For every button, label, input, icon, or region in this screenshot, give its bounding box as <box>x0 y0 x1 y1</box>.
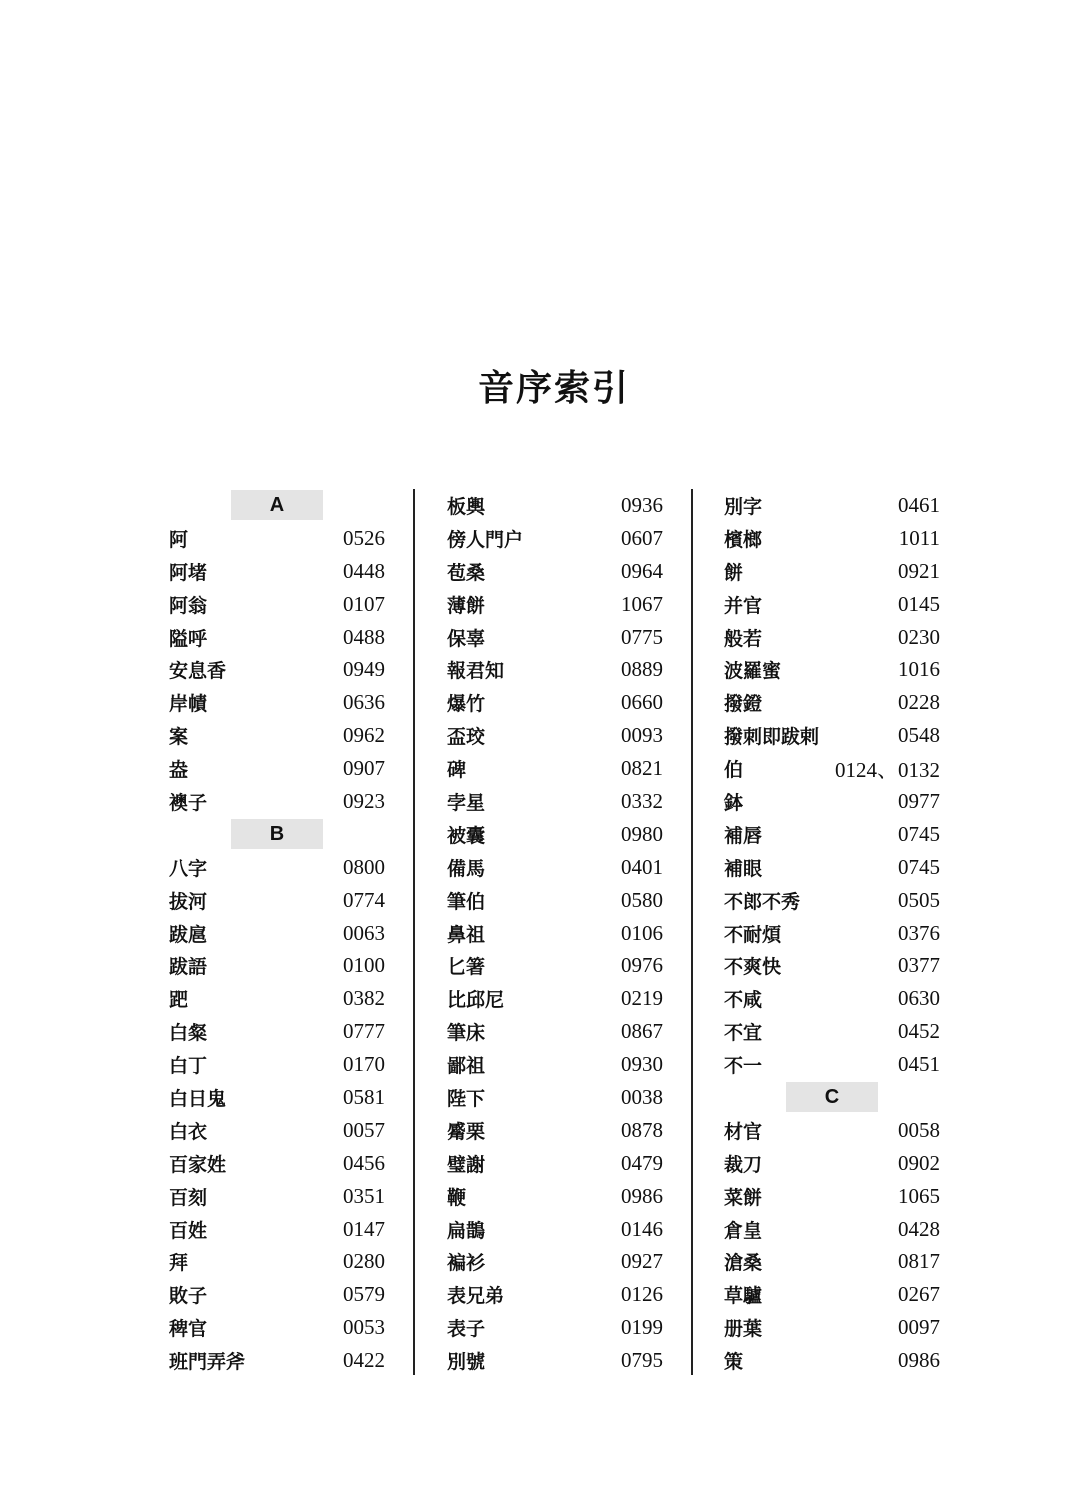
entry-number: 0332 <box>621 788 663 813</box>
index-entry <box>724 949 940 982</box>
index-entry <box>447 752 663 785</box>
index-entry <box>169 1180 385 1213</box>
index-entry <box>447 785 663 818</box>
index-entry <box>169 621 385 654</box>
index-entry <box>447 818 663 851</box>
index-column-2 <box>447 489 663 1377</box>
entry-number: 0986 <box>898 1348 940 1373</box>
section-letter: A <box>231 490 323 520</box>
index-entry <box>169 588 385 621</box>
entry-number: 0927 <box>621 1249 663 1274</box>
entry-number: 0907 <box>343 756 385 781</box>
index-entry <box>724 818 940 851</box>
entry-term: 敗子 <box>169 1285 208 1308</box>
entry-number: 0795 <box>621 1348 663 1373</box>
entry-number: 0170 <box>343 1052 385 1077</box>
index-entry <box>724 653 940 686</box>
entry-number: 0930 <box>621 1052 663 1077</box>
entry-number: 0775 <box>621 624 663 649</box>
index-entry <box>447 949 663 982</box>
entry-number: 0058 <box>898 1117 940 1142</box>
index-entry <box>169 884 385 917</box>
entry-number: 0267 <box>898 1282 940 1307</box>
index-entry <box>724 1278 940 1311</box>
entry-term: 班門弄斧 <box>169 1351 246 1374</box>
entry-term: 拜 <box>169 1252 189 1275</box>
entry-term: 表兄弟 <box>447 1285 505 1308</box>
entry-term: 鼻祖 <box>447 923 486 946</box>
entry-term: 孛星 <box>447 791 486 814</box>
entry-term: 百家姓 <box>169 1153 227 1176</box>
entry-term: 白粲 <box>169 1022 208 1045</box>
entry-number: 0126 <box>621 1282 663 1307</box>
index-entry <box>724 1114 940 1147</box>
index-entry <box>447 1048 663 1081</box>
entry-number: 0488 <box>343 624 385 649</box>
index-entry <box>724 621 940 654</box>
index-entry <box>169 719 385 752</box>
column-divider <box>413 489 415 1375</box>
entry-number: 0382 <box>343 986 385 1011</box>
index-entry <box>169 1015 385 1048</box>
entry-term: 薄餅 <box>447 594 486 617</box>
entry-term: 倉皇 <box>724 1219 763 1242</box>
entry-term: 策 <box>724 1351 744 1374</box>
index-entry <box>724 851 940 884</box>
entry-term: 檳榔 <box>724 528 763 551</box>
entry-term: 璧謝 <box>447 1153 486 1176</box>
entry-term: 隘呼 <box>169 627 208 650</box>
index-entry <box>724 1048 940 1081</box>
entry-number: 0093 <box>621 723 663 748</box>
index-entry <box>447 719 663 752</box>
entry-number: 0146 <box>621 1216 663 1241</box>
index-entry <box>724 686 940 719</box>
entry-term: 盎 <box>169 759 189 782</box>
entry-term: 不耐煩 <box>724 923 782 946</box>
entry-number: 0063 <box>343 920 385 945</box>
entry-term: 不咸 <box>724 989 763 1012</box>
index-entry <box>169 917 385 950</box>
index-entry <box>169 949 385 982</box>
index-entry <box>447 686 663 719</box>
letter-section-header <box>169 818 385 851</box>
entry-term: 草驢 <box>724 1285 763 1308</box>
entry-number: 1011 <box>898 525 940 550</box>
index-entry <box>724 1147 940 1180</box>
index-entry <box>169 1245 385 1278</box>
index-entry <box>169 1344 385 1377</box>
index-entry <box>724 982 940 1015</box>
entry-term: 保辜 <box>447 627 486 650</box>
entry-number: 0921 <box>898 558 940 583</box>
entry-term: 筆床 <box>447 1022 486 1045</box>
entry-number: 0451 <box>898 1052 940 1077</box>
index-entry <box>447 1015 663 1048</box>
index-column-1 <box>169 489 385 1377</box>
entry-number: 1067 <box>621 591 663 616</box>
index-entry <box>169 1278 385 1311</box>
entry-number: 0821 <box>621 756 663 781</box>
entry-number: 0579 <box>343 1282 385 1307</box>
index-entry <box>447 653 663 686</box>
entry-term: 別字 <box>724 495 763 518</box>
index-entry <box>724 1344 940 1377</box>
index-entry <box>447 1213 663 1246</box>
entry-number: 0660 <box>621 690 663 715</box>
entry-term: 餅 <box>724 561 744 584</box>
entry-term: 被囊 <box>447 824 486 847</box>
entry-number: 0878 <box>621 1117 663 1142</box>
entry-term: 鄙祖 <box>447 1055 486 1078</box>
index-entry <box>169 1081 385 1114</box>
entry-term: 鞭 <box>447 1186 467 1209</box>
entry-term: 百姓 <box>169 1219 208 1242</box>
index-entry <box>447 588 663 621</box>
entry-term: 不宜 <box>724 1022 763 1045</box>
index-entry <box>724 1180 940 1213</box>
index-entry <box>447 1278 663 1311</box>
entry-number: 0100 <box>343 953 385 978</box>
entry-number: 0401 <box>621 854 663 879</box>
index-entry <box>447 1147 663 1180</box>
entry-term: 阿堵 <box>169 561 208 584</box>
entry-number: 0199 <box>621 1315 663 1340</box>
index-entry <box>447 555 663 588</box>
entry-number: 0376 <box>898 920 940 945</box>
index-entry <box>447 851 663 884</box>
index-entry <box>724 719 940 752</box>
entry-term: 補唇 <box>724 824 763 847</box>
entry-number: 0548 <box>898 723 940 748</box>
entry-number: 0428 <box>898 1216 940 1241</box>
entry-term: 扁鵲 <box>447 1219 486 1242</box>
entry-term: 百刻 <box>169 1186 208 1209</box>
index-entry <box>724 522 940 555</box>
entry-term: 册葉 <box>724 1318 763 1341</box>
index-entry <box>169 1213 385 1246</box>
entry-number: 0479 <box>621 1150 663 1175</box>
entry-number: 0147 <box>343 1216 385 1241</box>
entry-term: 跋語 <box>169 956 208 979</box>
section-letter: C <box>786 1082 878 1112</box>
entry-term: 般若 <box>724 627 763 650</box>
entry-term: 板輿 <box>447 495 486 518</box>
index-entry <box>447 489 663 522</box>
entry-number: 0038 <box>621 1084 663 1109</box>
entry-term: 陛下 <box>447 1087 486 1110</box>
index-entry <box>724 884 940 917</box>
entry-number: 0228 <box>898 690 940 715</box>
index-entry <box>447 1114 663 1147</box>
entry-term: 備馬 <box>447 857 486 880</box>
entry-number: 1016 <box>898 657 940 682</box>
entry-term: 盃珓 <box>447 726 486 749</box>
index-entry <box>447 522 663 555</box>
entry-number: 0219 <box>621 986 663 1011</box>
index-entry <box>447 982 663 1015</box>
entry-term: 褊衫 <box>447 1252 486 1275</box>
entry-number: 0902 <box>898 1150 940 1175</box>
entry-term: 伯 <box>724 759 744 782</box>
entry-number: 0097 <box>898 1315 940 1340</box>
entry-term: 材官 <box>724 1120 763 1143</box>
entry-number: 0106 <box>621 920 663 945</box>
entry-term: 阿 <box>169 528 189 551</box>
index-entry <box>447 1081 663 1114</box>
index-entry <box>724 752 940 785</box>
index-entry <box>447 1180 663 1213</box>
letter-section-header <box>724 1081 940 1114</box>
entry-term: 八字 <box>169 857 208 880</box>
entry-term: 不一 <box>724 1055 763 1078</box>
index-entry <box>169 1114 385 1147</box>
entry-term: 岸幘 <box>169 693 208 716</box>
entry-term: 白衣 <box>169 1120 208 1143</box>
entry-term: 滄桑 <box>724 1252 763 1275</box>
index-entry <box>169 752 385 785</box>
entry-number: 0774 <box>343 887 385 912</box>
entry-term: 不爽快 <box>724 956 782 979</box>
entry-term: 別號 <box>447 1351 486 1374</box>
entry-number: 0461 <box>898 492 940 517</box>
index-entry <box>724 1311 940 1344</box>
column-divider <box>691 489 693 1375</box>
entry-term: 波羅蜜 <box>724 660 782 683</box>
entry-term: 白丁 <box>169 1055 208 1078</box>
index-entry <box>724 1015 940 1048</box>
entry-term: 碑 <box>447 759 467 782</box>
entry-term: 鉢 <box>724 791 744 814</box>
entry-number: 0636 <box>343 690 385 715</box>
index-entry <box>169 1147 385 1180</box>
entry-number: 0107 <box>343 591 385 616</box>
entry-term: 白日鬼 <box>169 1087 227 1110</box>
index-entry <box>169 686 385 719</box>
entry-number: 0867 <box>621 1019 663 1044</box>
entry-number: 0053 <box>343 1315 385 1340</box>
index-entry <box>169 1311 385 1344</box>
entry-number: 0581 <box>343 1084 385 1109</box>
entry-number: 0057 <box>343 1117 385 1142</box>
index-entry <box>169 785 385 818</box>
entry-term: 撥鐙 <box>724 693 763 716</box>
entry-term: 稗官 <box>169 1318 208 1341</box>
page-title: 音序索引 <box>477 367 630 409</box>
index-column-3 <box>724 489 940 1377</box>
entry-term: 傍人門户 <box>447 528 524 551</box>
entry-term: 案 <box>169 726 189 749</box>
index-entry <box>447 1245 663 1278</box>
index-entry <box>169 555 385 588</box>
index-entry <box>724 917 940 950</box>
entry-term: 報君知 <box>447 660 505 683</box>
entry-term: 跋扈 <box>169 923 208 946</box>
entry-number: 0230 <box>898 624 940 649</box>
entry-number: 0351 <box>343 1183 385 1208</box>
entry-number: 0630 <box>898 986 940 1011</box>
entry-number: 0936 <box>621 492 663 517</box>
entry-number: 0962 <box>343 723 385 748</box>
entry-term: 觱栗 <box>447 1120 486 1143</box>
entry-number: 0745 <box>898 854 940 879</box>
entry-term: 撥刺即跋剌 <box>724 726 820 749</box>
entry-term: 表子 <box>447 1318 486 1341</box>
index-entry <box>447 884 663 917</box>
index-entry <box>724 1213 940 1246</box>
index-entry <box>724 489 940 522</box>
entry-term: 襖子 <box>169 791 208 814</box>
index-entry <box>169 982 385 1015</box>
entry-number: 0526 <box>343 525 385 550</box>
entry-term: 比邱尼 <box>447 989 505 1012</box>
index-entry <box>447 1311 663 1344</box>
entry-number: 0800 <box>343 854 385 879</box>
entry-term: 苞桑 <box>447 561 486 584</box>
entry-term: 補眼 <box>724 857 763 880</box>
index-entry <box>169 1048 385 1081</box>
entry-number: 0949 <box>343 657 385 682</box>
index-entry <box>169 522 385 555</box>
entry-number: 0580 <box>621 887 663 912</box>
entry-term: 裁刀 <box>724 1153 763 1176</box>
entry-term: 并官 <box>724 594 763 617</box>
entry-term: 匕箸 <box>447 956 486 979</box>
entry-number: 0889 <box>621 657 663 682</box>
entry-number: 0745 <box>898 821 940 846</box>
index-entry <box>447 621 663 654</box>
entry-number: 0124、0132 <box>835 757 940 782</box>
entry-number: 0448 <box>343 558 385 583</box>
entry-term: 菜餅 <box>724 1186 763 1209</box>
entry-number: 0456 <box>343 1150 385 1175</box>
entry-number: 0980 <box>621 821 663 846</box>
entry-term: 跁 <box>169 989 189 1012</box>
index-entry <box>724 588 940 621</box>
index-entry <box>724 555 940 588</box>
index-entry <box>169 653 385 686</box>
index-entry <box>724 785 940 818</box>
section-letter: B <box>231 819 323 849</box>
entry-number: 0145 <box>898 591 940 616</box>
entry-number: 0422 <box>343 1348 385 1373</box>
index-entry <box>169 851 385 884</box>
entry-number: 0280 <box>343 1249 385 1274</box>
index-entry <box>447 917 663 950</box>
letter-section-header <box>169 489 385 522</box>
entry-number: 0986 <box>621 1183 663 1208</box>
entry-term: 阿翁 <box>169 594 208 617</box>
entry-number: 0817 <box>898 1249 940 1274</box>
entry-number: 0977 <box>898 788 940 813</box>
entry-number: 1065 <box>898 1183 940 1208</box>
entry-number: 0505 <box>898 887 940 912</box>
entry-number: 0964 <box>621 558 663 583</box>
entry-number: 0777 <box>343 1019 385 1044</box>
entry-term: 爆竹 <box>447 693 486 716</box>
entry-number: 0452 <box>898 1019 940 1044</box>
entry-number: 0377 <box>898 953 940 978</box>
entry-number: 0923 <box>343 788 385 813</box>
index-entry <box>724 1245 940 1278</box>
entry-number: 0607 <box>621 525 663 550</box>
index-entry <box>447 1344 663 1377</box>
entry-term: 筆伯 <box>447 890 486 913</box>
entry-term: 安息香 <box>169 660 227 683</box>
entry-term: 拔河 <box>169 890 208 913</box>
entry-term: 不郎不秀 <box>724 890 801 913</box>
entry-number: 0976 <box>621 953 663 978</box>
